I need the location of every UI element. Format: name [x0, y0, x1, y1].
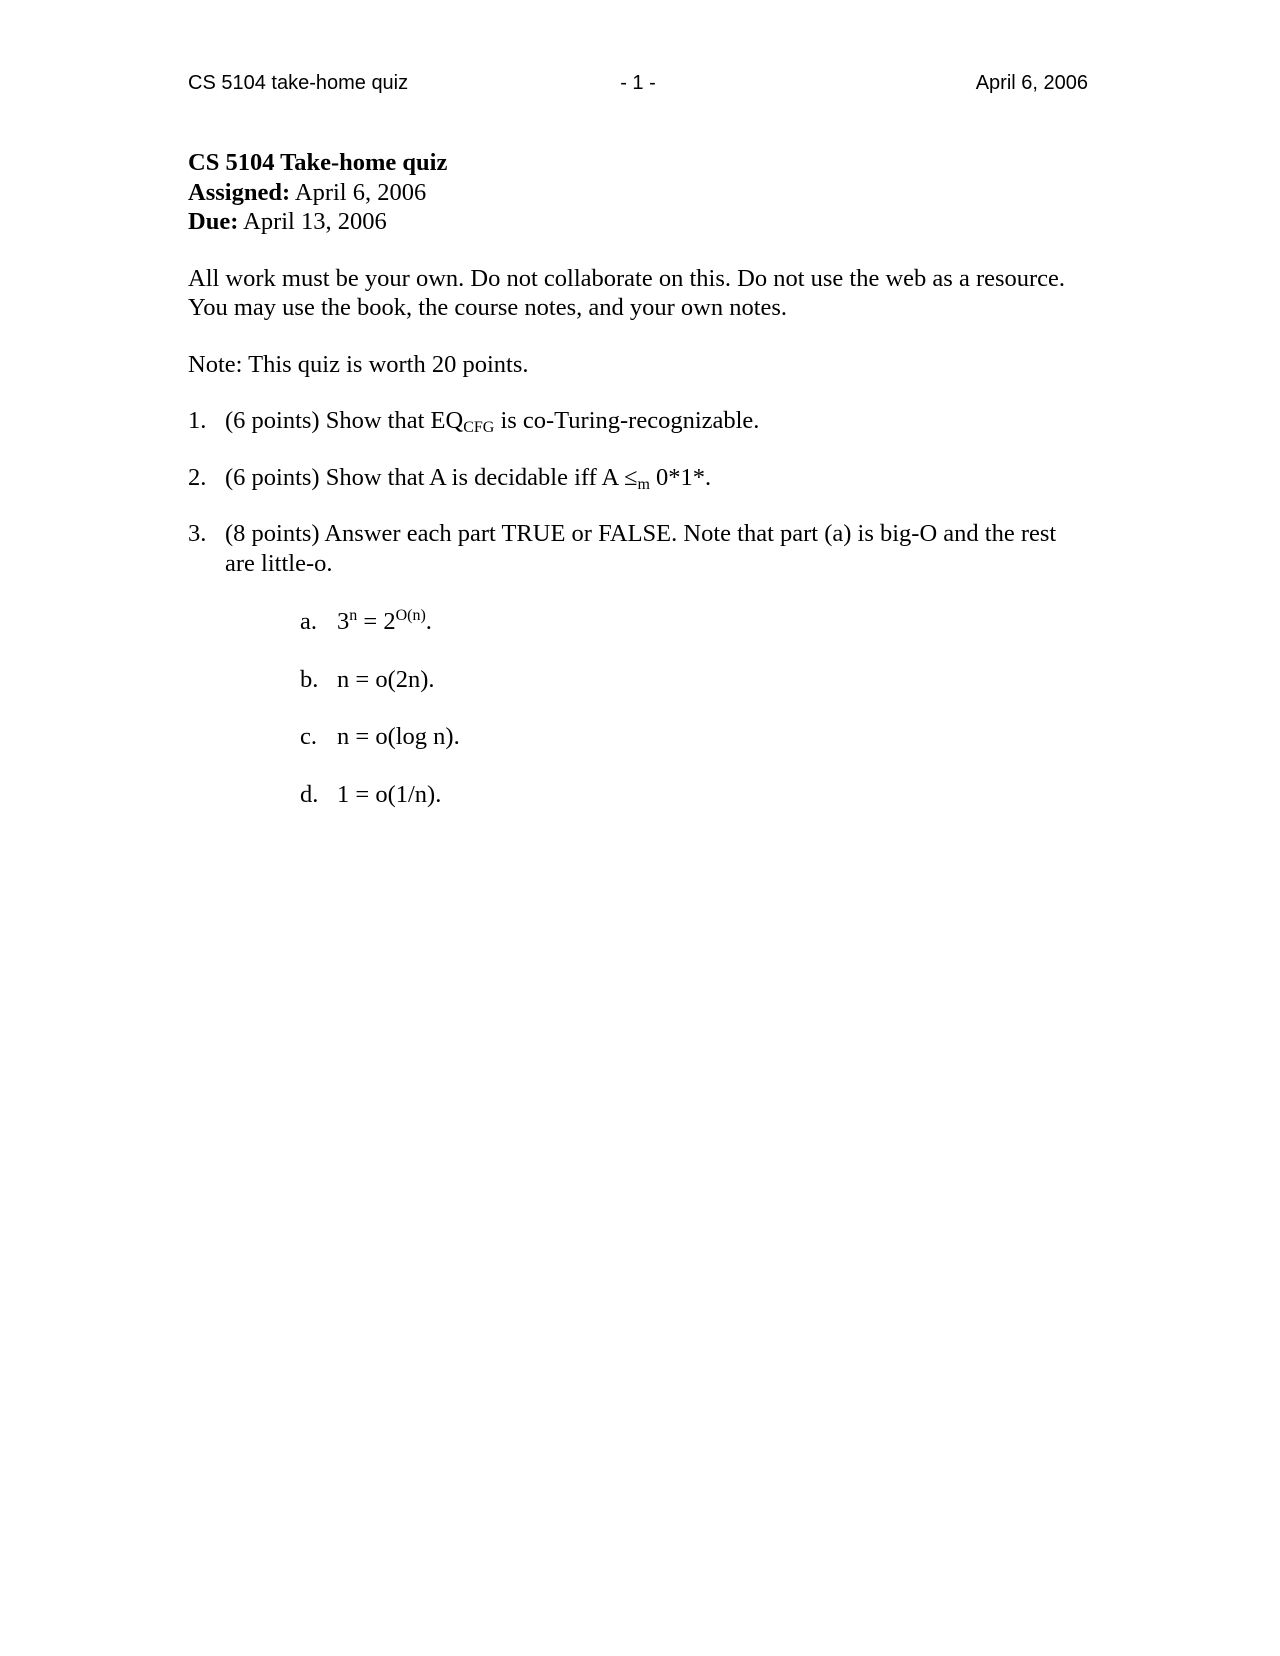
- part-text-end: .: [425, 608, 432, 635]
- part-b: [300, 665, 1088, 695]
- part-text: 3: [337, 608, 350, 635]
- due-label: Due:: [188, 208, 239, 235]
- part-a: [300, 607, 1088, 637]
- instructions-line-2: You may use the book, the course notes, and your own notes.: [188, 294, 788, 321]
- problem-number: 1.: [188, 407, 207, 434]
- problem-2: [188, 463, 1088, 493]
- part-text: n = o(2n).: [337, 665, 435, 693]
- problem-number: 2.: [188, 463, 207, 491]
- assigned-label: Assigned:: [188, 178, 291, 206]
- part-text: n = o(log n).: [337, 723, 460, 750]
- quiz-title: CS 5104 Take-home quiz: [188, 149, 448, 176]
- problem-1: [188, 406, 1088, 436]
- problem-text: (6 points) Show that A is decidable iff A ≤: [225, 463, 638, 491]
- instructions-line-1: All work must be your own. Do not collaborate on this. Do not use the web as a resource.: [188, 264, 1066, 292]
- problem-subscript: m: [637, 475, 650, 493]
- header-page-number: - 1 -: [620, 72, 656, 94]
- problem-number: 3.: [188, 520, 207, 547]
- assigned-line: [188, 178, 1088, 208]
- problem-text-end: 0*1*.: [649, 463, 712, 491]
- part-text: 1 = o(1/n).: [337, 780, 442, 808]
- problem-3: [188, 519, 1088, 809]
- part-label: a.: [300, 608, 317, 635]
- assigned-date: April 6, 2006: [290, 178, 427, 206]
- part-label: b.: [300, 665, 319, 693]
- due-line: [188, 207, 1088, 237]
- problem-text: (8 points) Answer each part TRUE or FALSE. Note that part (a) is big-O and the rest are little-o.: [225, 520, 1057, 577]
- problem-text-end: is co-Turing-recognizable.: [494, 407, 760, 434]
- part-label: d.: [300, 780, 319, 808]
- header-course: CS 5104 take-home quiz: [188, 72, 409, 94]
- part-superscript: O(n): [395, 607, 426, 624]
- problem-subscript: CFG: [463, 419, 495, 436]
- problem-text: (6 points) Show that EQ: [225, 407, 464, 434]
- quiz-body: [188, 148, 1088, 837]
- problem-3-parts: [225, 607, 1088, 809]
- part-d: [300, 780, 1088, 810]
- points-note: Note: This quiz is worth 20 points.: [188, 350, 529, 378]
- header-date: April 6, 2006: [975, 72, 1088, 94]
- part-text-mid: = 2: [357, 608, 396, 635]
- due-date: April 13, 2006: [238, 208, 387, 235]
- part-c: [300, 722, 1088, 752]
- page-header: [188, 72, 1088, 98]
- part-superscript: n: [349, 607, 358, 624]
- part-label: c.: [300, 723, 317, 750]
